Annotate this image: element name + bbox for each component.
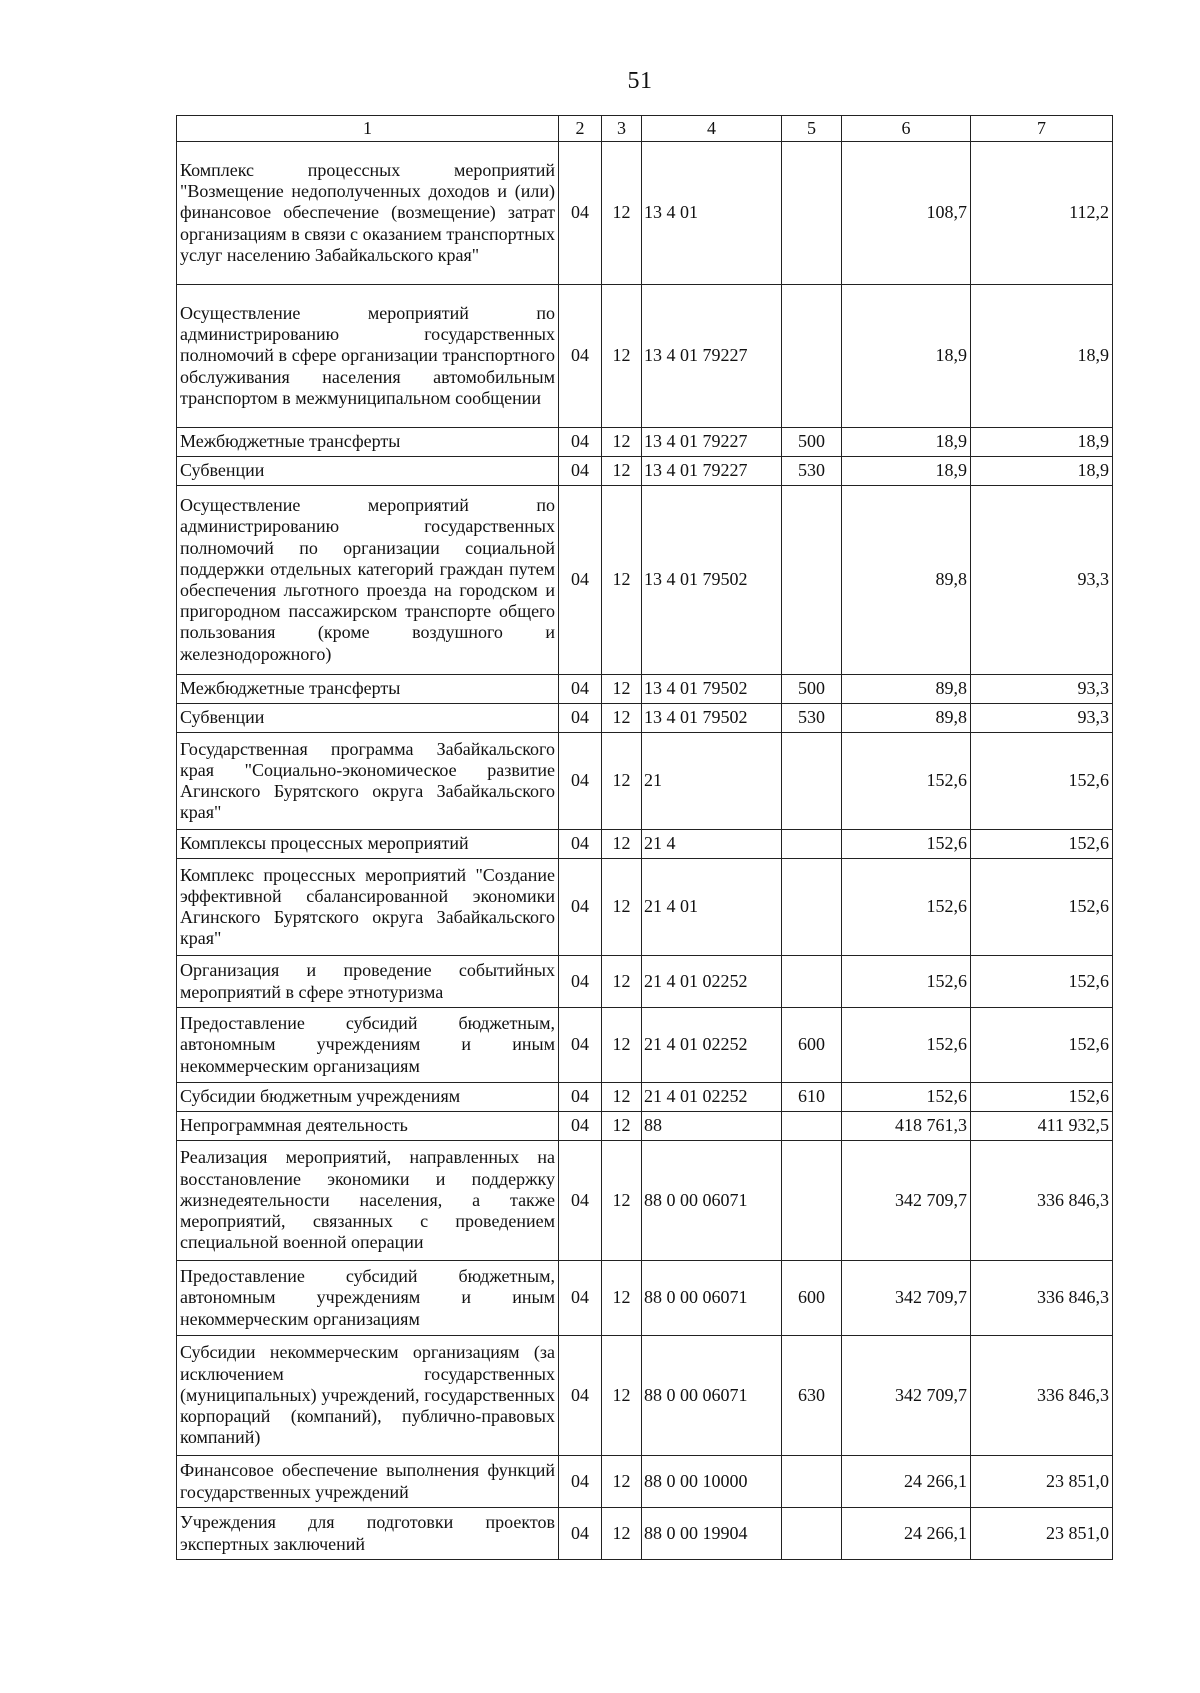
row-subsection: 12: [602, 1112, 642, 1141]
header-col-2: 2: [559, 116, 602, 142]
header-col-6: 6: [842, 116, 971, 142]
row-subsection: 12: [602, 859, 642, 956]
row-target-code: 13 4 01 79502: [642, 486, 782, 675]
row-name: Субсидии некоммерческим организациям (за исключением государственных (муниципальных) учреждений, государственных корпораций (компаний), публично-правовых компаний): [177, 1336, 559, 1456]
row-expense-type: [782, 859, 842, 956]
row-target-code: 88 0 00 06071: [642, 1261, 782, 1336]
row-section: 04: [559, 457, 602, 486]
row-amount-col6: 18,9: [842, 457, 971, 486]
table-row: [177, 1008, 1113, 1083]
row-expense-type: 500: [782, 428, 842, 457]
header-row: [177, 116, 1113, 142]
row-section: 04: [559, 1083, 602, 1112]
row-name: Предоставление субсидий бюджетным, автономным учреждениям и иным некоммерческим организациям: [177, 1008, 559, 1083]
row-name: Комплексы процессных мероприятий: [177, 830, 559, 859]
row-name: Осуществление мероприятий по администрированию государственных полномочий в сфере организации транспортного обслуживания населения автомобильным транспортом в межмуниципальном сообщении: [177, 285, 559, 428]
row-expense-type: [782, 285, 842, 428]
row-section: 04: [559, 675, 602, 704]
header-col-1: 1: [177, 116, 559, 142]
row-section: 04: [559, 830, 602, 859]
row-expense-type: [782, 1508, 842, 1560]
row-amount-col7: 152,6: [971, 956, 1113, 1008]
row-section: 04: [559, 956, 602, 1008]
row-amount-col7: 152,6: [971, 830, 1113, 859]
row-subsection: 12: [602, 486, 642, 675]
row-section: 04: [559, 1456, 602, 1508]
row-name: Комплекс процессных мероприятий "Возмещение недополученных доходов и (или) финансовое обеспечение (возмещение) затрат организациям в связи с оказанием транспортных услуг населению Забайкальского края": [177, 142, 559, 285]
row-expense-type: 500: [782, 675, 842, 704]
row-expense-type: 610: [782, 1083, 842, 1112]
row-amount-col7: 93,3: [971, 704, 1113, 733]
table-row: [177, 486, 1113, 675]
row-expense-type: [782, 830, 842, 859]
table-row: [177, 675, 1113, 704]
row-subsection: 12: [602, 733, 642, 830]
row-name: Предоставление субсидий бюджетным, автономным учреждениям и иным некоммерческим организациям: [177, 1261, 559, 1336]
row-expense-type: 530: [782, 457, 842, 486]
row-amount-col7: 18,9: [971, 457, 1113, 486]
row-subsection: 12: [602, 457, 642, 486]
row-section: 04: [559, 1008, 602, 1083]
row-target-code: 88 0 00 10000: [642, 1456, 782, 1508]
row-name: Комплекс процессных мероприятий "Создание эффективной сбалансированной экономики Агинского Бурятского округа Забайкальского края": [177, 859, 559, 956]
row-target-code: 13 4 01 79227: [642, 285, 782, 428]
table-row: [177, 1083, 1113, 1112]
row-amount-col6: 89,8: [842, 675, 971, 704]
row-target-code: 21: [642, 733, 782, 830]
row-amount-col7: 112,2: [971, 142, 1113, 285]
row-subsection: 12: [602, 956, 642, 1008]
row-target-code: 88 0 00 06071: [642, 1336, 782, 1456]
row-subsection: 12: [602, 1083, 642, 1112]
row-target-code: 88 0 00 06071: [642, 1141, 782, 1261]
table-row: [177, 704, 1113, 733]
row-expense-type: [782, 1112, 842, 1141]
row-target-code: 13 4 01 79227: [642, 457, 782, 486]
table-row: [177, 1336, 1113, 1456]
row-amount-col6: 152,6: [842, 830, 971, 859]
row-section: 04: [559, 1508, 602, 1560]
table-row: [177, 457, 1113, 486]
table-row: [177, 1141, 1113, 1261]
table-row: [177, 956, 1113, 1008]
row-expense-type: [782, 733, 842, 830]
row-subsection: 12: [602, 675, 642, 704]
table-row: [177, 1261, 1113, 1336]
row-subsection: 12: [602, 830, 642, 859]
row-target-code: 21 4 01 02252: [642, 956, 782, 1008]
row-expense-type: 600: [782, 1008, 842, 1083]
table-body: [177, 142, 1113, 1560]
row-target-code: 21 4 01 02252: [642, 1008, 782, 1083]
row-section: 04: [559, 704, 602, 733]
row-amount-col6: 342 709,7: [842, 1336, 971, 1456]
row-amount-col6: 24 266,1: [842, 1456, 971, 1508]
row-expense-type: 600: [782, 1261, 842, 1336]
row-subsection: 12: [602, 1508, 642, 1560]
row-amount-col7: 93,3: [971, 675, 1113, 704]
row-amount-col6: 152,6: [842, 1083, 971, 1112]
row-target-code: 21 4 01: [642, 859, 782, 956]
row-name: Субвенции: [177, 704, 559, 733]
row-subsection: 12: [602, 428, 642, 457]
table-row: [177, 830, 1113, 859]
row-expense-type: [782, 1141, 842, 1261]
row-amount-col7: 152,6: [971, 1008, 1113, 1083]
row-amount-col6: 89,8: [842, 486, 971, 675]
row-section: 04: [559, 285, 602, 428]
row-amount-col6: 418 761,3: [842, 1112, 971, 1141]
row-name: Непрограммная деятельность: [177, 1112, 559, 1141]
header-col-3: 3: [602, 116, 642, 142]
table-row: [177, 1456, 1113, 1508]
row-section: 04: [559, 1112, 602, 1141]
table-row: [177, 142, 1113, 285]
row-name: Финансовое обеспечение выполнения функций государственных учреждений: [177, 1456, 559, 1508]
row-subsection: 12: [602, 1141, 642, 1261]
row-amount-col6: 108,7: [842, 142, 971, 285]
row-amount-col6: 342 709,7: [842, 1261, 971, 1336]
row-amount-col7: 336 846,3: [971, 1141, 1113, 1261]
row-target-code: 88: [642, 1112, 782, 1141]
row-name: Реализация мероприятий, направленных на восстановление экономики и поддержку жизнедеятельности населения, а также мероприятий, связанных с проведением специальной военной операции: [177, 1141, 559, 1261]
row-expense-type: [782, 486, 842, 675]
row-expense-type: [782, 956, 842, 1008]
table-row: [177, 285, 1113, 428]
row-amount-col7: 411 932,5: [971, 1112, 1113, 1141]
row-amount-col6: 152,6: [842, 859, 971, 956]
row-subsection: 12: [602, 704, 642, 733]
row-amount-col7: 152,6: [971, 1083, 1113, 1112]
row-name: Учреждения для подготовки проектов экспертных заключений: [177, 1508, 559, 1560]
row-amount-col7: 18,9: [971, 428, 1113, 457]
row-amount-col6: 152,6: [842, 956, 971, 1008]
table-row: [177, 1508, 1113, 1560]
row-amount-col6: 89,8: [842, 704, 971, 733]
row-name: Организация и проведение событийных мероприятий в сфере этнотуризма: [177, 956, 559, 1008]
row-target-code: 13 4 01: [642, 142, 782, 285]
row-name: Государственная программа Забайкальского края "Социально-экономическое развитие Агинского Бурятского округа Забайкальского края": [177, 733, 559, 830]
row-section: 04: [559, 142, 602, 285]
row-section: 04: [559, 1141, 602, 1261]
header-col-4: 4: [642, 116, 782, 142]
row-amount-col6: 18,9: [842, 428, 971, 457]
row-amount-col6: 24 266,1: [842, 1508, 971, 1560]
row-target-code: 13 4 01 79227: [642, 428, 782, 457]
header-col-7: 7: [971, 116, 1113, 142]
page-number: 51: [627, 68, 653, 94]
row-section: 04: [559, 733, 602, 830]
row-name: Осуществление мероприятий по администрированию государственных полномочий по организации социальной поддержки отдельных категорий граждан путем обеспечения льготного проезда на городском и пригородном пассажирском транспорте общего пользования (кроме воздушного и железнодорожного): [177, 486, 559, 675]
row-amount-col6: 18,9: [842, 285, 971, 428]
row-amount-col7: 93,3: [971, 486, 1113, 675]
row-amount-col7: 23 851,0: [971, 1456, 1113, 1508]
row-target-code: 88 0 00 19904: [642, 1508, 782, 1560]
row-amount-col7: 336 846,3: [971, 1261, 1113, 1336]
table-row: [177, 859, 1113, 956]
row-name: Межбюджетные трансферты: [177, 428, 559, 457]
row-section: 04: [559, 859, 602, 956]
row-target-code: 21 4: [642, 830, 782, 859]
row-amount-col7: 18,9: [971, 285, 1113, 428]
row-amount-col6: 152,6: [842, 733, 971, 830]
row-amount-col6: 152,6: [842, 1008, 971, 1083]
row-amount-col7: 336 846,3: [971, 1336, 1113, 1456]
row-subsection: 12: [602, 285, 642, 428]
row-target-code: 13 4 01 79502: [642, 675, 782, 704]
row-subsection: 12: [602, 1456, 642, 1508]
row-name: Субсидии бюджетным учреждениям: [177, 1083, 559, 1112]
row-target-code: 13 4 01 79502: [642, 704, 782, 733]
row-expense-type: [782, 1456, 842, 1508]
row-amount-col7: 23 851,0: [971, 1508, 1113, 1560]
row-subsection: 12: [602, 1008, 642, 1083]
table-row: [177, 1112, 1113, 1141]
row-amount-col6: 342 709,7: [842, 1141, 971, 1261]
row-expense-type: 530: [782, 704, 842, 733]
row-subsection: 12: [602, 1261, 642, 1336]
row-subsection: 12: [602, 142, 642, 285]
row-section: 04: [559, 1336, 602, 1456]
row-expense-type: [782, 142, 842, 285]
row-expense-type: 630: [782, 1336, 842, 1456]
row-section: 04: [559, 428, 602, 457]
budget-table: [176, 115, 1113, 1560]
header-col-5: 5: [782, 116, 842, 142]
row-amount-col7: 152,6: [971, 733, 1113, 830]
row-name: Межбюджетные трансферты: [177, 675, 559, 704]
row-target-code: 21 4 01 02252: [642, 1083, 782, 1112]
table-row: [177, 733, 1113, 830]
row-name: Субвенции: [177, 457, 559, 486]
row-section: 04: [559, 486, 602, 675]
row-section: 04: [559, 1261, 602, 1336]
row-subsection: 12: [602, 1336, 642, 1456]
row-amount-col7: 152,6: [971, 859, 1113, 956]
table-row: [177, 428, 1113, 457]
